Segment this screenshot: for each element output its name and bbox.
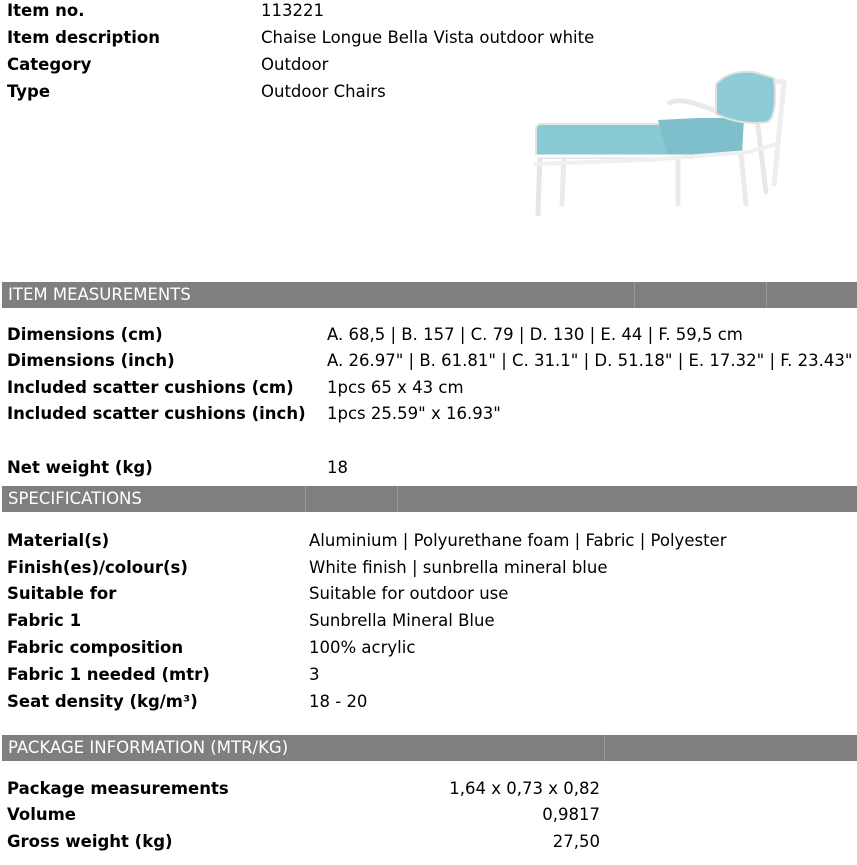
item-measurements-header bbox=[2, 282, 857, 308]
volume-label: Volume bbox=[7, 805, 76, 824]
package-measurements-row bbox=[0, 776, 857, 802]
suitable-for-row bbox=[0, 581, 857, 607]
fabric-needed-label: Fabric 1 needed (mtr) bbox=[7, 665, 210, 684]
category-value: Outdoor bbox=[261, 55, 329, 74]
dimensions-inch-label: Dimensions (inch) bbox=[7, 351, 175, 370]
item-description-row bbox=[0, 25, 857, 51]
net-weight-label: Net weight (kg) bbox=[7, 458, 153, 477]
fabric-1-row bbox=[0, 608, 857, 634]
gross-weight-label: Gross weight (kg) bbox=[7, 832, 173, 851]
column-divider bbox=[766, 282, 767, 308]
type-value: Outdoor Chairs bbox=[261, 82, 386, 101]
net-weight-row bbox=[0, 455, 857, 481]
seat-density-label: Seat density (kg/m³) bbox=[7, 692, 198, 711]
fabric-1-value: Sunbrella Mineral Blue bbox=[309, 611, 495, 630]
fabric-composition-value: 100% acrylic bbox=[309, 638, 416, 657]
materials-row bbox=[0, 528, 857, 554]
materials-value: Aluminium | Polyurethane foam | Fabric | Polyester bbox=[309, 531, 727, 550]
finish-value: White finish | sunbrella mineral blue bbox=[309, 558, 608, 577]
column-divider bbox=[604, 735, 605, 761]
item-no-row bbox=[0, 0, 857, 24]
specifications-title: SPECIFICATIONS bbox=[8, 489, 142, 508]
dimensions-cm-row bbox=[0, 322, 857, 348]
scatter-cushions-cm-label: Included scatter cushions (cm) bbox=[7, 378, 294, 397]
dimensions-inch-row bbox=[0, 348, 857, 374]
scatter-cushions-cm-value: 1pcs 65 x 43 cm bbox=[327, 378, 464, 397]
materials-label: Material(s) bbox=[7, 531, 110, 550]
gross-weight-value: 27,50 bbox=[552, 832, 600, 851]
item-measurements-title: ITEM MEASUREMENTS bbox=[8, 285, 191, 304]
volume-value: 0,9817 bbox=[542, 805, 600, 824]
volume-row bbox=[0, 802, 857, 828]
scatter-cushions-inch-label: Included scatter cushions (inch) bbox=[7, 404, 306, 423]
type-label: Type bbox=[7, 82, 51, 101]
dimensions-cm-label: Dimensions (cm) bbox=[7, 325, 163, 344]
package-information-header bbox=[2, 735, 857, 761]
scatter-cushions-inch-value: 1pcs 25.59" x 16.93" bbox=[327, 404, 501, 423]
column-divider bbox=[397, 486, 398, 512]
finish-row bbox=[0, 555, 857, 581]
finish-label: Finish(es)/colour(s) bbox=[7, 558, 188, 577]
item-no-label: Item no. bbox=[7, 1, 85, 20]
specifications-header bbox=[2, 486, 857, 512]
dimensions-cm-value: A. 68,5 | B. 157 | C. 79 | D. 130 | E. 44 | F. 59,5 cm bbox=[327, 325, 743, 344]
column-divider bbox=[634, 282, 635, 308]
category-label: Category bbox=[7, 55, 92, 74]
item-description-label: Item description bbox=[7, 28, 160, 47]
gross-weight-row bbox=[0, 829, 857, 855]
fabric-1-label: Fabric 1 bbox=[7, 611, 82, 630]
package-measurements-label: Package measurements bbox=[7, 779, 229, 798]
scatter-cushions-inch-row bbox=[0, 401, 857, 427]
package-measurements-value: 1,64 x 0,73 x 0,82 bbox=[449, 779, 600, 798]
item-no-value: 113221 bbox=[261, 1, 324, 20]
chaise-longue-image bbox=[528, 64, 790, 220]
net-weight-value: 18 bbox=[327, 458, 348, 477]
fabric-needed-row bbox=[0, 662, 857, 688]
seat-density-row bbox=[0, 689, 857, 715]
suitable-for-label: Suitable for bbox=[7, 584, 117, 603]
column-divider bbox=[305, 486, 306, 512]
fabric-composition-row bbox=[0, 635, 857, 661]
seat-density-value: 18 - 20 bbox=[309, 692, 368, 711]
item-description-value: Chaise Longue Bella Vista outdoor white bbox=[261, 28, 595, 47]
fabric-composition-label: Fabric composition bbox=[7, 638, 184, 657]
fabric-needed-value: 3 bbox=[309, 665, 320, 684]
suitable-for-value: Suitable for outdoor use bbox=[309, 584, 509, 603]
package-information-title: PACKAGE INFORMATION (MTR/KG) bbox=[8, 738, 289, 757]
dimensions-inch-value: A. 26.97" | B. 61.81" | C. 31.1" | D. 51.18" | E. 17.32" | F. 23.43" bbox=[327, 351, 853, 370]
scatter-cushions-cm-row bbox=[0, 375, 857, 401]
